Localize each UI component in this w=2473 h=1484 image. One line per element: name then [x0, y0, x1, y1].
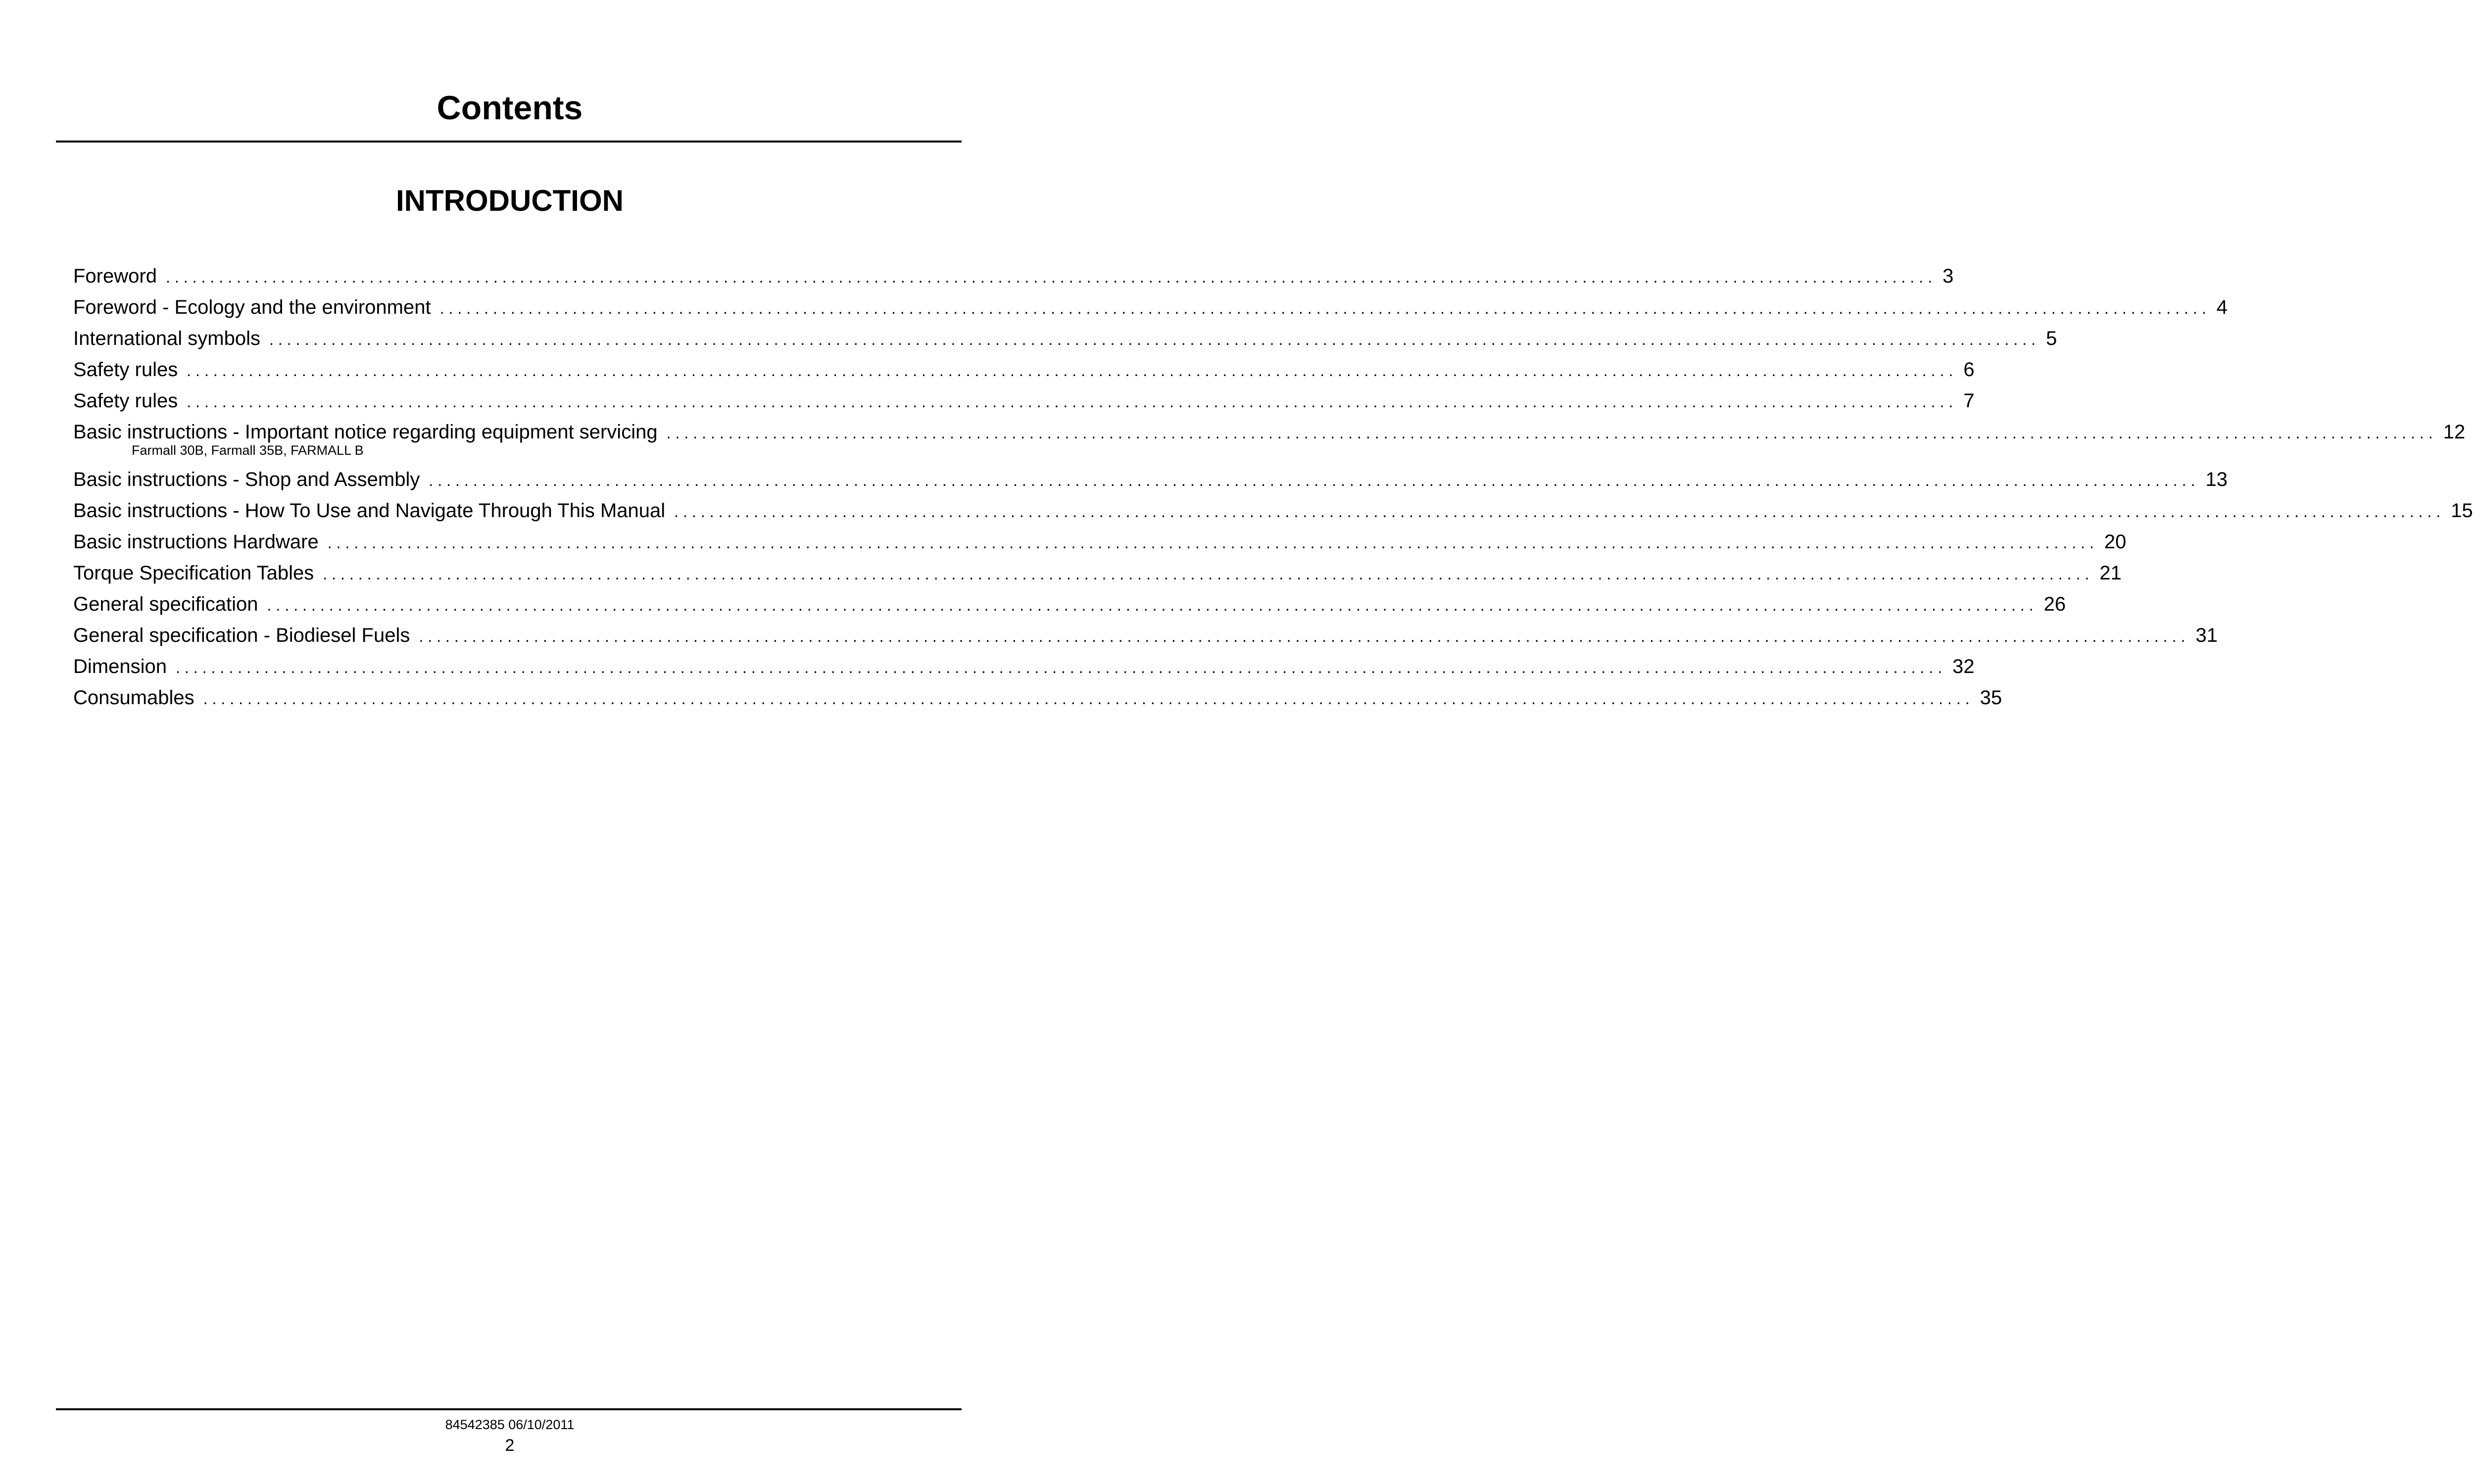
toc-entry-page: 6	[1963, 359, 1975, 381]
toc-leader-dots: ........................................................................................................................................................................................................	[323, 565, 2094, 583]
toc-entry-page: 32	[1952, 656, 1975, 677]
toc-leader-dots: ........................................................................................................................................................................................................	[269, 331, 2040, 348]
toc-leader-dots: ........................................................................................................................................................................................................	[666, 424, 2437, 442]
footer-page-number: 2	[505, 1436, 515, 1455]
toc-entry-label: Consumables	[73, 687, 194, 709]
toc-leader-dots: ........................................................................................................................................................................................................	[165, 268, 1937, 286]
toc-leader-dots: ........................................................................................................................................................................................................	[203, 690, 1974, 708]
top-divider	[56, 141, 962, 143]
toc-entry-label: Foreword - Ecology and the environment	[73, 296, 431, 318]
toc-entry[interactable]	[73, 385, 1975, 417]
toc-leader-dots: ........................................................................................................................................................................................................	[187, 362, 1958, 380]
toc-entry[interactable]	[73, 292, 2228, 323]
toc-entry[interactable]	[73, 261, 1954, 292]
toc-entry-label: Safety rules	[73, 359, 178, 381]
toc-leader-dots: ........................................................................................................................................................................................................	[175, 659, 1947, 676]
toc-entry-label: Basic instructions Hardware	[73, 531, 319, 553]
toc-leader-dots: ........................................................................................................................................................................................................	[187, 393, 1958, 411]
toc-entry[interactable]	[73, 651, 1975, 682]
toc-entry-page: 5	[2046, 328, 2057, 349]
toc-entry-page: 4	[2216, 296, 2228, 318]
toc-entry-label: Foreword	[73, 265, 157, 287]
toc-entry-page: 26	[2043, 593, 2066, 615]
toc-entry-label: Basic instructions - How To Use and Navigate Through This Manual	[73, 500, 666, 522]
toc-entry-page: 31	[2195, 624, 2218, 646]
toc-leader-dots: ........................................................................................................................................................................................................	[429, 472, 2200, 489]
toc-entry[interactable]	[73, 620, 2218, 651]
toc-entry-label: Dimension	[73, 656, 167, 677]
toc-leader-dots: ........................................................................................................................................................................................................	[674, 503, 2445, 521]
toc-entry-page: 20	[2104, 531, 2127, 553]
table-of-contents	[73, 261, 2473, 714]
toc-entry-label: International symbols	[73, 328, 260, 349]
footer-document-code: 84542385 06/10/2011	[445, 1417, 575, 1432]
bottom-divider	[56, 1408, 962, 1410]
toc-entry-page: 15	[2451, 500, 2473, 522]
toc-entry-label: Basic instructions - Important notice regarding equipment servicing	[73, 421, 658, 443]
toc-entry-label: General specification	[73, 593, 258, 615]
toc-entry-label: Basic instructions - Shop and Assembly	[73, 469, 420, 490]
toc-entry-label: General specification - Biodiesel Fuels	[73, 624, 410, 646]
toc-entry[interactable]	[73, 464, 2228, 495]
toc-entry-page: 21	[2099, 562, 2122, 584]
page-title: Contents	[436, 89, 583, 127]
toc-leader-dots: ........................................................................................................................................................................................................	[267, 596, 2038, 614]
toc-entry-label: Torque Specification Tables	[73, 562, 314, 584]
toc-leader-dots: ........................................................................................................................................................................................................	[419, 627, 2190, 645]
toc-entry-page: 35	[1980, 687, 2002, 709]
toc-entry-models: Farmall 30B, Farmall 35B, FARMALL B	[132, 443, 364, 458]
toc-leader-dots: ........................................................................................................................................................................................................	[327, 534, 2098, 552]
toc-entry[interactable]	[73, 527, 2127, 558]
toc-leader-dots: ........................................................................................................................................................................................................	[439, 299, 2211, 317]
toc-entry[interactable]	[73, 682, 2002, 714]
toc-entry[interactable]	[73, 417, 2466, 464]
toc-entry-page: 3	[1942, 265, 1954, 287]
toc-entry[interactable]	[73, 495, 2473, 527]
toc-entry-page: 12	[2443, 421, 2466, 443]
toc-entry[interactable]	[73, 354, 1975, 385]
toc-entry[interactable]	[73, 589, 2066, 620]
toc-entry[interactable]	[73, 558, 2122, 589]
toc-entry[interactable]	[73, 323, 2057, 354]
section-title: INTRODUCTION	[396, 184, 624, 217]
toc-entry-page: 13	[2205, 469, 2228, 490]
toc-entry-page: 7	[1963, 390, 1975, 412]
toc-entry-label: Safety rules	[73, 390, 178, 412]
